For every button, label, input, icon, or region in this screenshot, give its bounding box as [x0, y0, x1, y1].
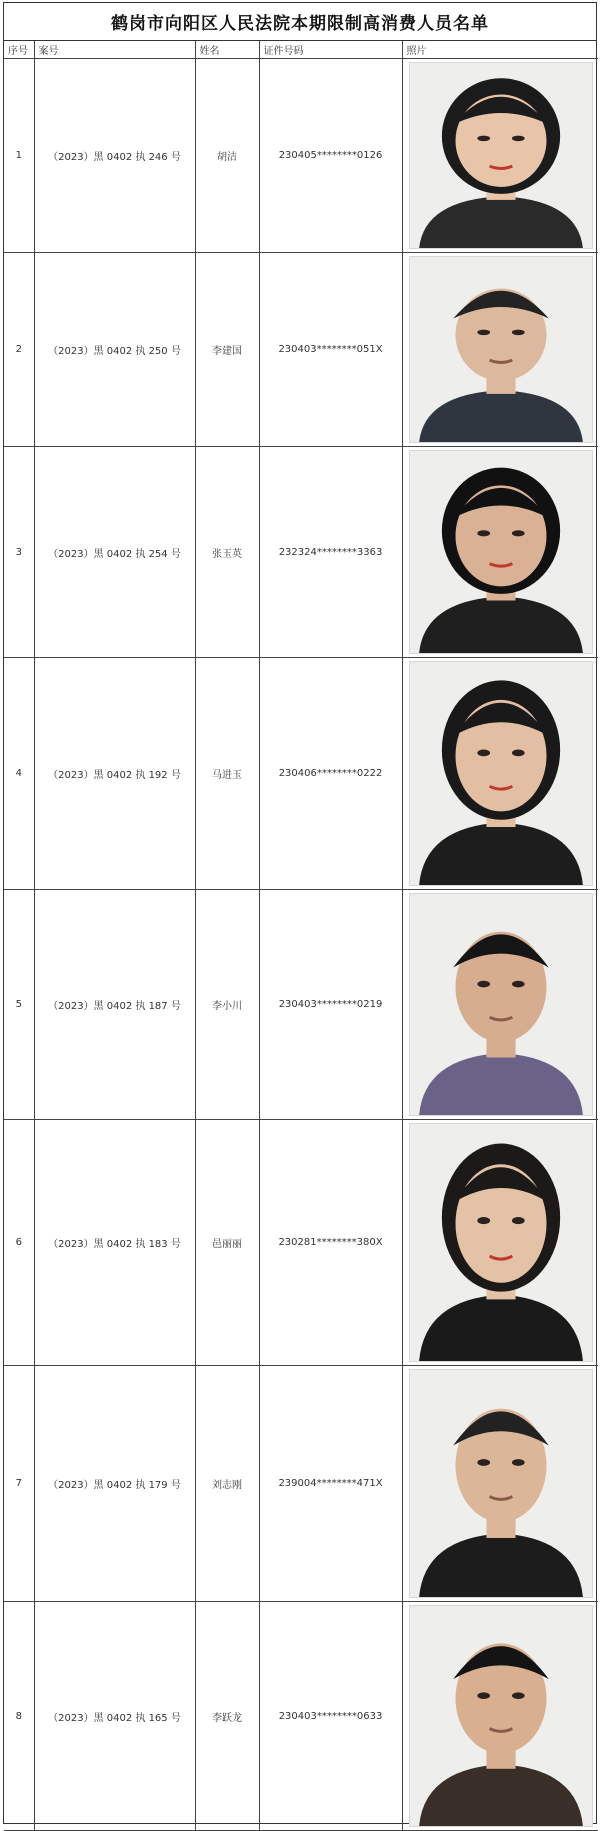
- row-seq: 5: [4, 890, 34, 1120]
- persons-table: [4, 41, 598, 1831]
- row-id-number: 230403********0633: [259, 1602, 402, 1831]
- header-seq: 序号: [4, 41, 34, 59]
- row-seq: 1: [4, 59, 34, 253]
- portrait-photo: [409, 450, 593, 654]
- row-name: 张玉英: [195, 447, 259, 658]
- row-name: 邑丽丽: [195, 1120, 259, 1366]
- row-case-number: （2023）黑 0402 执 183 号: [34, 1120, 195, 1366]
- table-row: [4, 253, 598, 447]
- row-photo-cell: [402, 59, 598, 253]
- table-row: [4, 658, 598, 890]
- row-case-number: （2023）黑 0402 执 192 号: [34, 658, 195, 890]
- portrait-photo: [409, 1369, 593, 1598]
- row-id-number: 230281********380X: [259, 1120, 402, 1366]
- portrait-photo: [409, 256, 593, 443]
- row-name: 马进玉: [195, 658, 259, 890]
- table-row: [4, 1602, 598, 1831]
- row-photo-cell: [402, 447, 598, 658]
- row-photo-cell: [402, 1366, 598, 1602]
- row-name: 刘志刚: [195, 1366, 259, 1602]
- portrait-photo: [409, 893, 593, 1116]
- row-name: 李建国: [195, 253, 259, 447]
- restricted-persons-list: [3, 2, 597, 1824]
- row-name: 李跃龙: [195, 1602, 259, 1831]
- row-id-number: 230406********0222: [259, 658, 402, 890]
- row-photo-cell: [402, 658, 598, 890]
- row-seq: 3: [4, 447, 34, 658]
- row-case-number: （2023）黑 0402 执 165 号: [34, 1602, 195, 1831]
- row-id-number: 230403********0219: [259, 890, 402, 1120]
- table-row: [4, 59, 598, 253]
- page-title: 鹤岗市向阳区人民法院本期限制高消费人员名单: [4, 3, 596, 41]
- portrait-photo: [409, 661, 593, 886]
- row-case-number: （2023）黑 0402 执 250 号: [34, 253, 195, 447]
- row-name: 李小川: [195, 890, 259, 1120]
- row-seq: 4: [4, 658, 34, 890]
- row-id-number: 239004********471X: [259, 1366, 402, 1602]
- row-photo-cell: [402, 1120, 598, 1366]
- row-photo-cell: [402, 890, 598, 1120]
- table-row: [4, 447, 598, 658]
- row-seq: 7: [4, 1366, 34, 1602]
- row-seq: 6: [4, 1120, 34, 1366]
- row-id-number: 232324********3363: [259, 447, 402, 658]
- row-id-number: 230405********0126: [259, 59, 402, 253]
- row-name: 胡洁: [195, 59, 259, 253]
- header-photo: 照片: [402, 41, 598, 59]
- table-row: [4, 890, 598, 1120]
- portrait-photo: [409, 1605, 593, 1827]
- header-case: 案号: [34, 41, 195, 59]
- table-row: [4, 1120, 598, 1366]
- row-seq: 2: [4, 253, 34, 447]
- row-case-number: （2023）黑 0402 执 246 号: [34, 59, 195, 253]
- row-case-number: （2023）黑 0402 执 254 号: [34, 447, 195, 658]
- portrait-photo: [409, 1123, 593, 1362]
- row-id-number: 230403********051X: [259, 253, 402, 447]
- table-header-row: [4, 41, 598, 59]
- table-row: [4, 1366, 598, 1602]
- row-case-number: （2023）黑 0402 执 179 号: [34, 1366, 195, 1602]
- row-photo-cell: [402, 253, 598, 447]
- header-name: 姓名: [195, 41, 259, 59]
- row-photo-cell: [402, 1602, 598, 1831]
- row-case-number: （2023）黑 0402 执 187 号: [34, 890, 195, 1120]
- row-seq: 8: [4, 1602, 34, 1831]
- header-id: 证件号码: [259, 41, 402, 59]
- portrait-photo: [409, 62, 593, 249]
